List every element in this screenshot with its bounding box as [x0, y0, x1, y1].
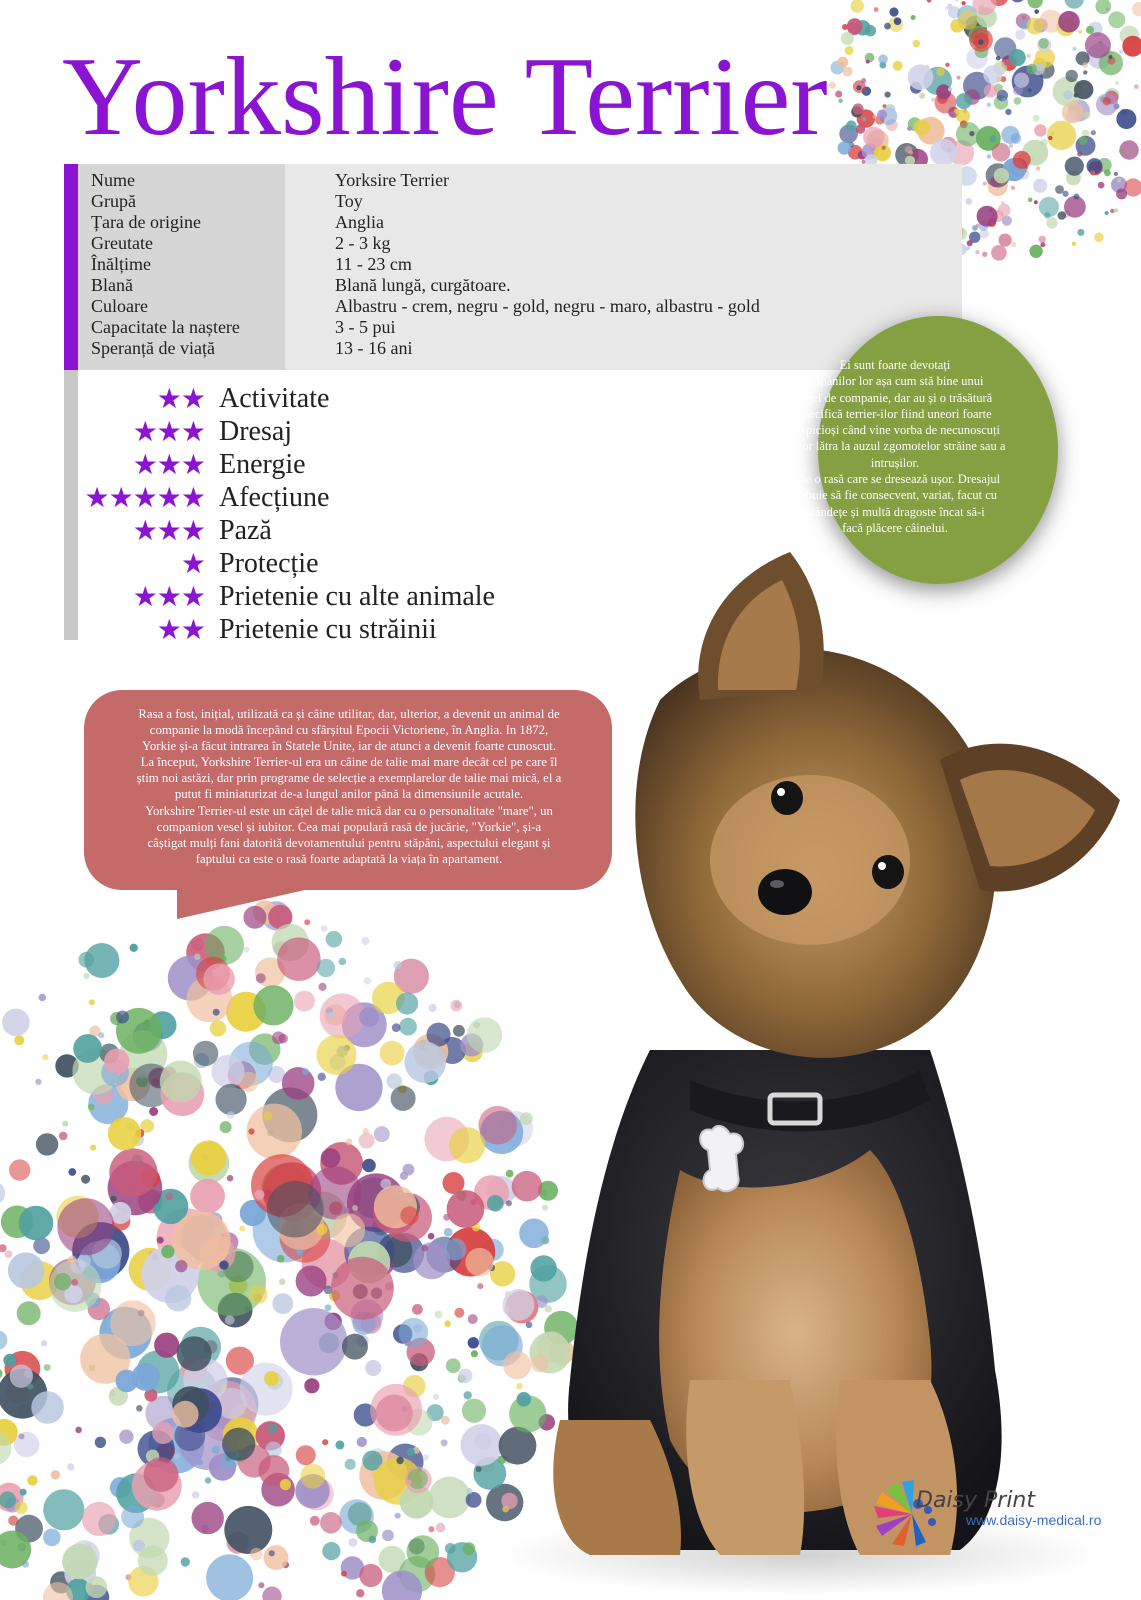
text-line: știm noi astăzi, dar prin programe de selecție a exemplarelor de talie mai mică, el a	[136, 771, 562, 786]
info-value: 2 - 3 kg	[335, 233, 391, 253]
trait-name: Energie	[219, 449, 306, 480]
info-value: Anglia	[335, 212, 384, 232]
text-line: faptului ca este o rasă foarte adaptată la viața în apartament.	[195, 851, 503, 866]
info-value: Blană lungă, curgătoare.	[335, 275, 511, 295]
temperament-text	[760, 357, 1030, 536]
info-value: 3 - 5 pui	[335, 317, 396, 337]
history-text	[104, 706, 594, 867]
info-label: Înălțime	[91, 254, 151, 274]
info-label: Greutate	[91, 233, 153, 253]
info-label: Blană	[91, 275, 133, 295]
text-line: La început, Yorkshire Terrier-ul era un câine de talie mai mare decât cel pe care îl	[140, 755, 558, 770]
info-label: Grupă	[91, 191, 136, 211]
text-line: cățel de companie, dar au și o trăsătură	[797, 390, 993, 405]
speech-bubble-tail	[177, 885, 327, 919]
text-line: trebuie să fie consecvent, variat, facut cu	[792, 488, 998, 503]
text-line: Yorkshire Terrier-ul este un cățel de talie mică dar cu o personalitate "mare", un	[145, 803, 553, 818]
text-line: blândețe și multă dragoste încat să-i	[805, 504, 985, 519]
trait-name: Protecție	[219, 548, 319, 579]
text-line: intrușilor.	[870, 455, 920, 470]
page-title: Yorkshire Terrier	[62, 35, 828, 159]
star-rating-icon: ★★★	[132, 514, 205, 547]
trait-name: Pază	[219, 515, 272, 546]
text-line: putut fi miniaturizat de-a lungul anilor până la dimensiunile acutale.	[174, 787, 524, 802]
info-value: 13 - 16 ani	[335, 338, 413, 358]
info-label: Nume	[91, 170, 135, 190]
text-line: Ei sunt foarte devotați	[839, 358, 951, 372]
star-rating-icon: ★★★	[132, 415, 205, 448]
trait-name: Afecțiune	[219, 482, 330, 513]
trait-name: Dresaj	[219, 416, 293, 447]
star-rating-icon: ★★	[156, 382, 205, 415]
text-line: Rasa a fost, inițial, utilizată ca și câine utilitar, dar, ulterior, a devenit un animal de	[138, 707, 560, 721]
text-line: stăpânilor lor așa cum stă bine unui	[806, 374, 984, 389]
text-line: Este o rasă care se dresează ușor. Dresajul	[789, 472, 1001, 487]
info-label: Capacitate la naștere	[91, 317, 240, 337]
text-line: câștigat mulți fani datorită devotamentului pentru stăpâni, aspectului elegant și	[147, 835, 551, 850]
info-label: Țara de origine	[91, 212, 201, 232]
info-value: Albastru - crem, negru - gold, negru - maro, albastru - gold	[335, 296, 760, 316]
text-line: Yorkie și-a făcut intrarea în Statele Unite, iar de atunci a devenit foarte cunoscut.	[141, 739, 557, 754]
star-rating-icon: ★★★	[132, 580, 205, 613]
text-line: companion vesel și iubitor. Cea mai populară rasă de jucărie, "Yorkie", și-a	[156, 819, 542, 834]
text-line: și vor lătra la auzul zgomotelor străine sau a	[784, 439, 1006, 454]
info-label: Speranță de viață	[91, 338, 215, 358]
info-value: Toy	[335, 191, 363, 211]
trait-name: Activitate	[219, 383, 330, 414]
info-value: 11 - 23 cm	[335, 254, 412, 274]
text-line: facă plăcere câinelui.	[842, 520, 948, 535]
star-rating-icon: ★★★	[132, 448, 205, 481]
star-rating-icon: ★★★★★	[84, 481, 205, 514]
info-value: Yorksire Terrier	[335, 170, 450, 190]
info-label: Culoare	[91, 296, 148, 316]
star-rating-icon: ★	[180, 547, 205, 580]
text-line: specifică terrier-ilor fiind uneori foarte	[798, 406, 992, 421]
trait-name: Prietenie cu străinii	[219, 614, 437, 645]
brand-url[interactable]: www.daisy-medical.ro	[966, 1512, 1102, 1528]
star-rating-icon: ★★	[156, 613, 205, 646]
text-line: suspicioși când vine vorba de necunoscuți	[789, 423, 1001, 438]
brand-name: Daisy Print	[916, 1488, 1036, 1513]
trait-name: Prietenie cu alte animale	[219, 581, 495, 612]
text-line: companie la modă începând cu sfârșitul Epocii Victoriene, în Anglia. In 1872,	[149, 723, 549, 738]
